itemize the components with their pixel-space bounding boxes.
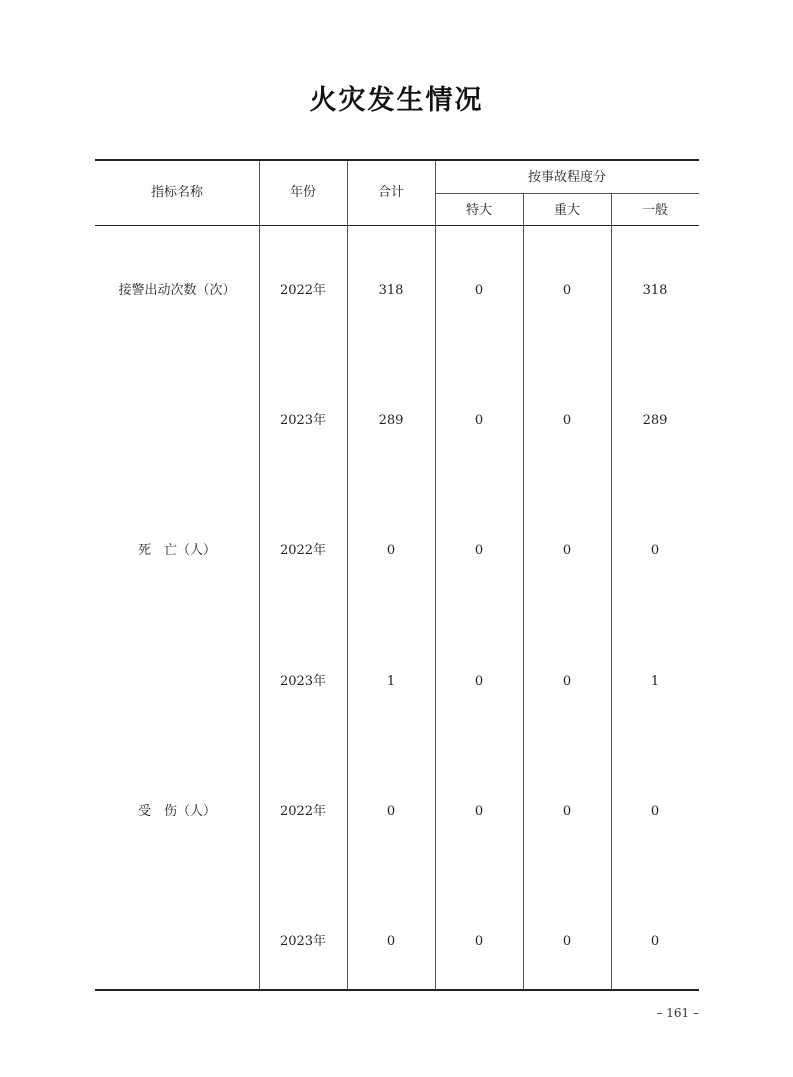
column-divider xyxy=(611,193,612,989)
indicator-cell: 死 亡（人） xyxy=(137,543,216,558)
especially-serious-cell: 0 xyxy=(474,413,484,428)
header-general: 一般 xyxy=(641,203,668,218)
year-cell: 2023年 xyxy=(279,674,327,689)
general-cell: 0 xyxy=(650,543,660,558)
year-cell: 2023年 xyxy=(279,934,327,949)
header-indicator: 指标名称 xyxy=(150,185,203,200)
table-header-rule xyxy=(95,225,699,226)
header-serious: 重大 xyxy=(553,203,580,218)
general-cell: 0 xyxy=(650,804,660,819)
total-cell: 0 xyxy=(386,934,396,949)
page-title: 火灾发生情况 xyxy=(309,85,484,116)
total-cell: 318 xyxy=(378,283,404,298)
year-cell: 2022年 xyxy=(279,543,327,558)
serious-cell: 0 xyxy=(562,804,572,819)
year-cell: 2022年 xyxy=(279,283,327,298)
serious-cell: 0 xyxy=(562,413,572,428)
general-cell: 1 xyxy=(650,674,660,689)
severity-group-rule xyxy=(435,193,699,194)
especially-serious-cell: 0 xyxy=(474,674,484,689)
table-bottom-rule xyxy=(95,989,699,991)
header-total: 合计 xyxy=(377,185,404,200)
header-by-severity: 按事故程度分 xyxy=(527,170,606,185)
column-divider xyxy=(523,193,524,989)
especially-serious-cell: 0 xyxy=(474,934,484,949)
total-cell: 289 xyxy=(378,413,404,428)
indicator-cell: 受 伤（人） xyxy=(137,804,216,819)
total-cell: 1 xyxy=(386,674,396,689)
serious-cell: 0 xyxy=(562,543,572,558)
general-cell: 0 xyxy=(650,934,660,949)
serious-cell: 0 xyxy=(562,674,572,689)
especially-serious-cell: 0 xyxy=(474,543,484,558)
year-cell: 2023年 xyxy=(279,413,327,428)
header-year: 年份 xyxy=(289,185,316,200)
general-cell: 318 xyxy=(642,283,668,298)
year-cell: 2022年 xyxy=(279,804,327,819)
header-especially-serious: 特大 xyxy=(465,203,492,218)
general-cell: 289 xyxy=(642,413,668,428)
serious-cell: 0 xyxy=(562,283,572,298)
indicator-cell: 接警出动次数（次） xyxy=(118,283,236,298)
especially-serious-cell: 0 xyxy=(474,804,484,819)
table-top-rule xyxy=(95,159,699,161)
serious-cell: 0 xyxy=(562,934,572,949)
page-number: – 161 – xyxy=(656,1006,699,1020)
especially-serious-cell: 0 xyxy=(474,283,484,298)
total-cell: 0 xyxy=(386,543,396,558)
total-cell: 0 xyxy=(386,804,396,819)
